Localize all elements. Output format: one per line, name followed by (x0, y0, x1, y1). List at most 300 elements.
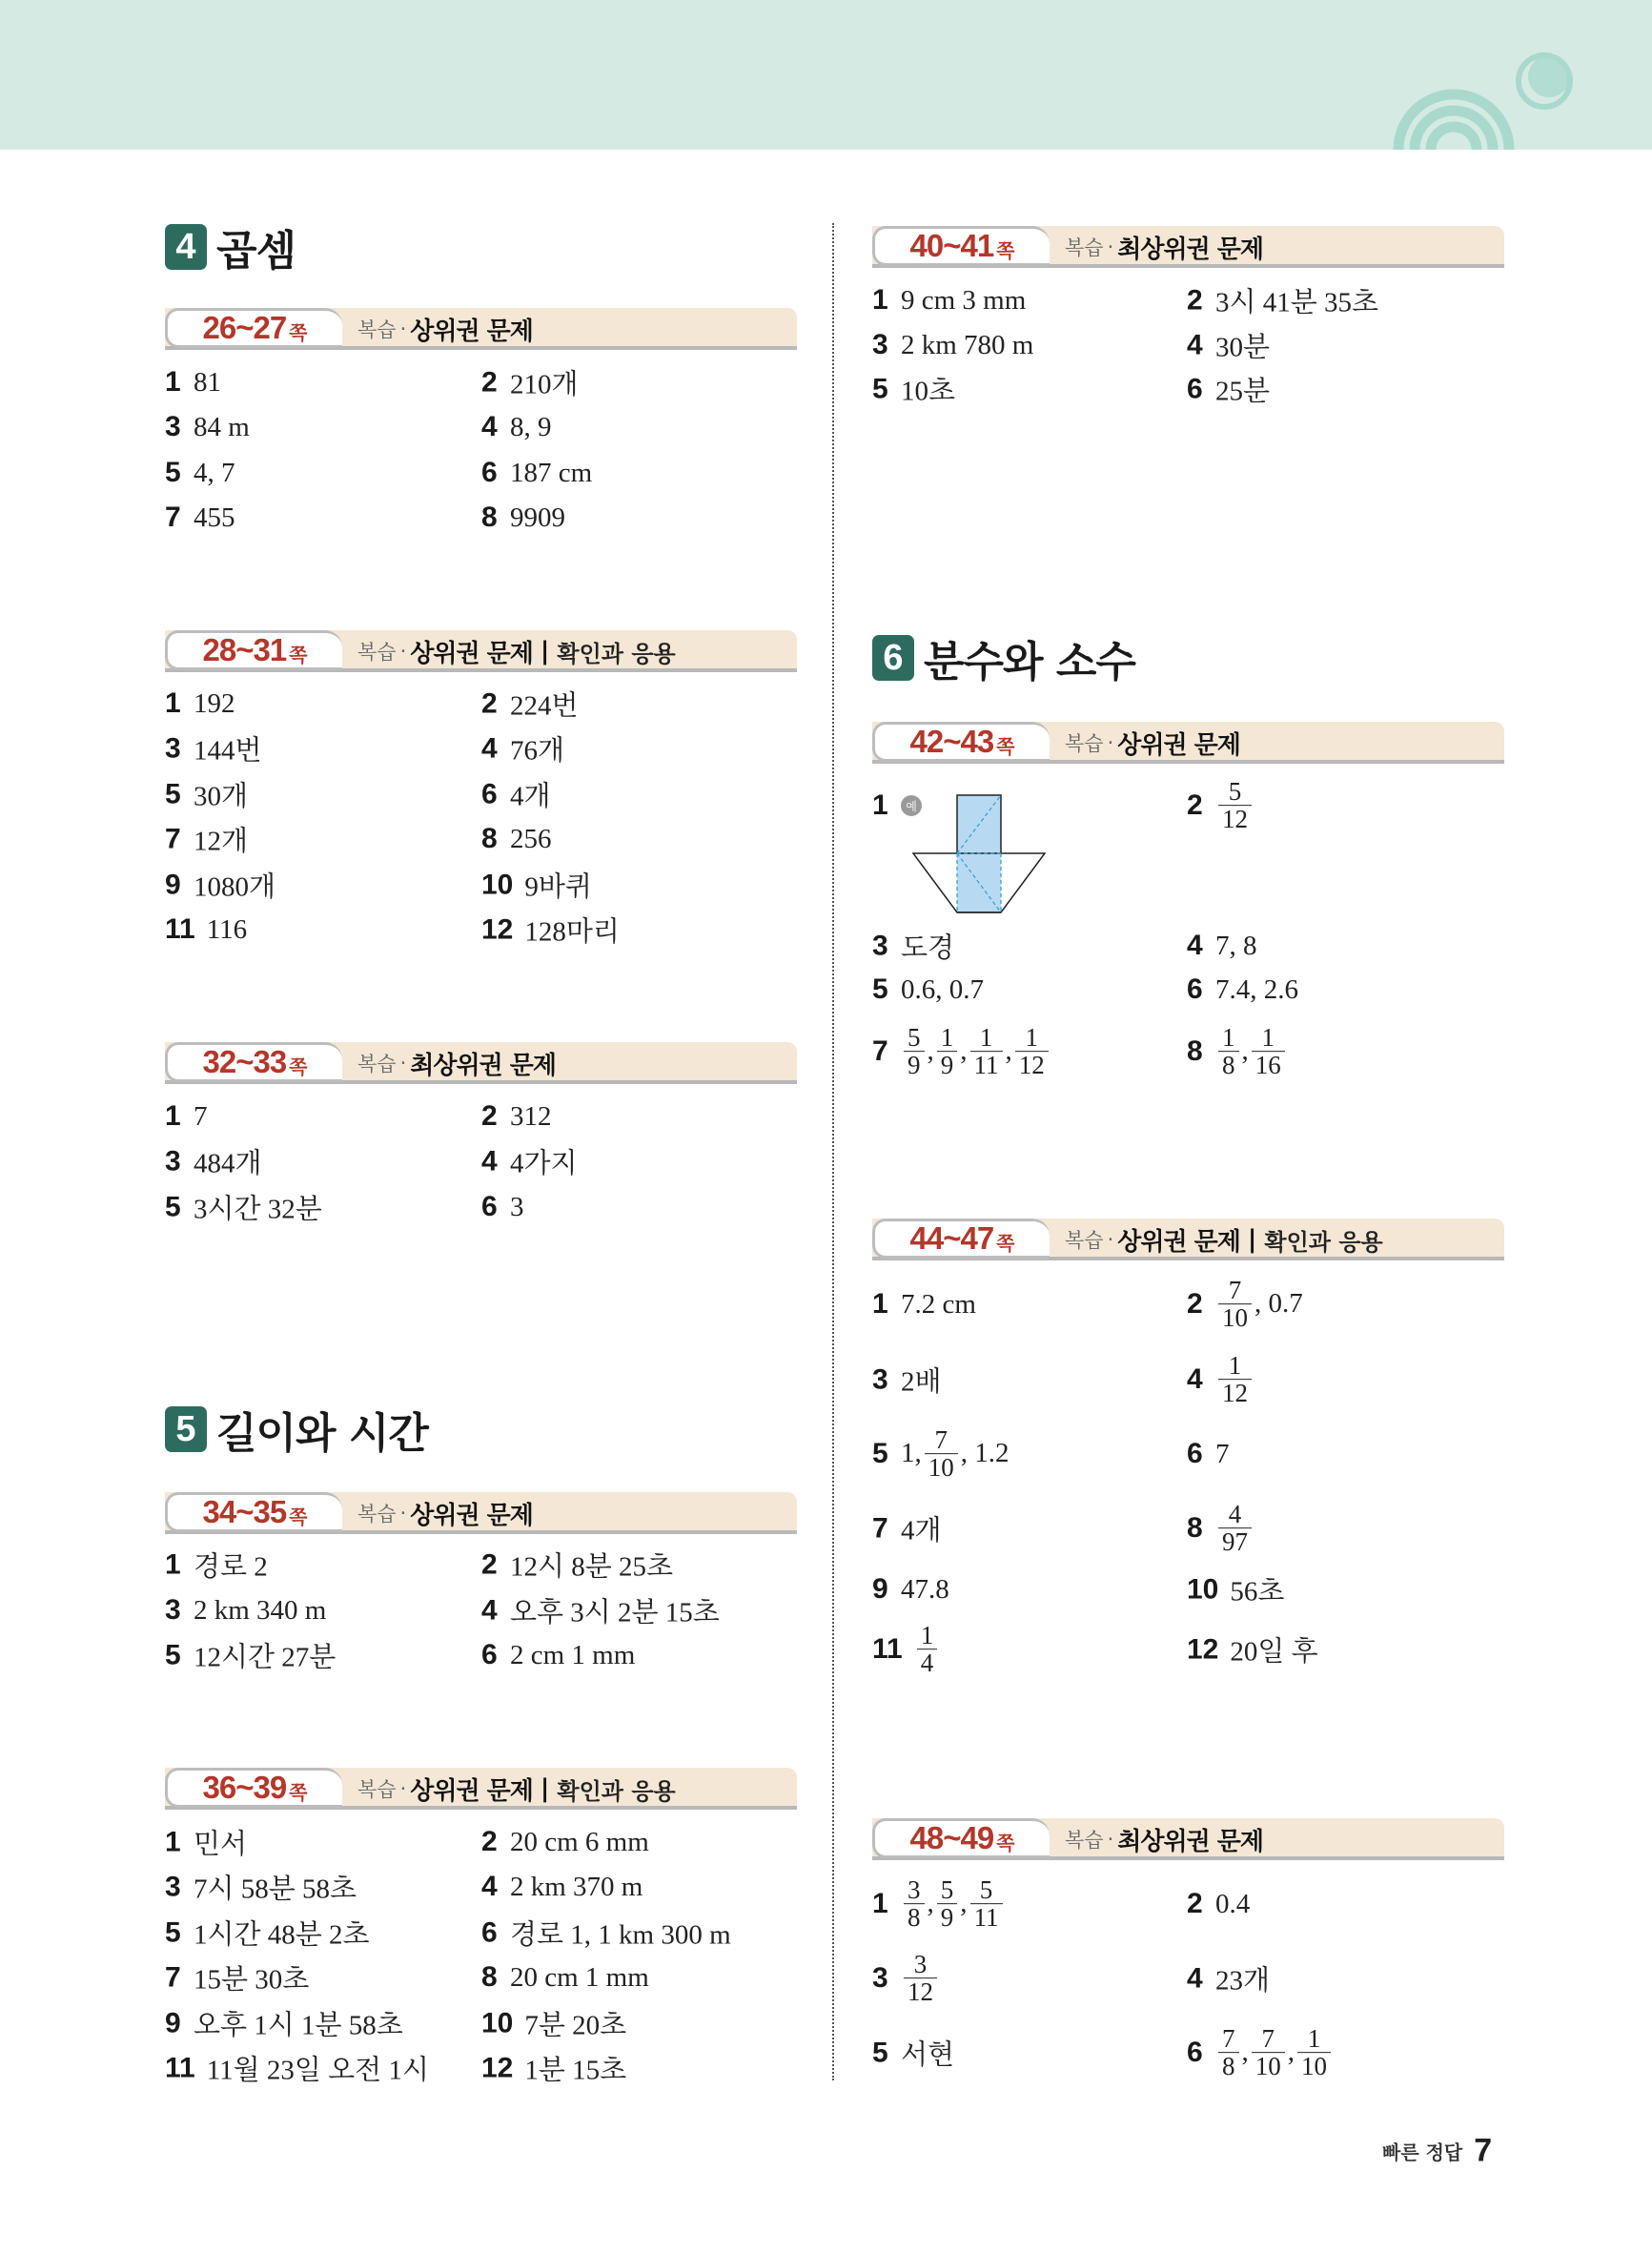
question-number: 5 (872, 2037, 888, 2068)
answer-text: 144번 (194, 735, 262, 767)
numerator: 1 (1222, 1023, 1235, 1053)
answer-text: 10초 (901, 376, 956, 407)
section-title: 상위권 문제 (410, 1776, 533, 1806)
answer-item (165, 1142, 262, 1181)
answer-item (165, 1100, 208, 1133)
page-unit: 쪽 (289, 1780, 308, 1804)
answer-item (165, 1546, 268, 1585)
answer-item (1187, 281, 1378, 320)
section-title: 상위권 문제 (1117, 1227, 1240, 1257)
answer-item (872, 1876, 1006, 1932)
separator-bar: | (540, 637, 550, 666)
decorative-circles-icon (0, 0, 1652, 150)
question-number: 5 (165, 778, 181, 809)
question-number: 1 (872, 789, 888, 821)
answer-text: 2 cm 1 mm (510, 1639, 636, 1670)
chapter-title: 길이와 시간 (216, 1409, 428, 1458)
numerator: 7 (1222, 2024, 1235, 2054)
answer-value (1215, 326, 1270, 365)
page-range: 28~31 (202, 632, 287, 667)
answer-item (1187, 370, 1270, 409)
section-labels (357, 630, 676, 672)
separator-dot: · (399, 1052, 407, 1075)
answer-item (481, 775, 551, 814)
numerator: 3 (913, 1950, 928, 1979)
answer-text: 25분 (1215, 376, 1271, 407)
answer-value (901, 285, 1026, 317)
question-number: 3 (872, 1962, 888, 1994)
answer-value (207, 914, 247, 946)
answer-text: , (927, 1035, 934, 1067)
question-number: 2 (481, 687, 498, 719)
question-number: 1 (872, 1888, 888, 1919)
numerator: 1 (1025, 1023, 1038, 1053)
answer-value (510, 502, 565, 534)
denominator: 12 (1218, 1380, 1252, 1407)
separator-dot: · (1107, 1228, 1114, 1251)
answer-text: 56초 (1230, 1576, 1285, 1608)
answer-value (510, 1546, 673, 1585)
fraction (925, 1426, 958, 1482)
numerator: 3 (908, 1875, 921, 1905)
answer-text: 7시 58분 58초 (194, 1874, 357, 1905)
answer-item (481, 685, 579, 724)
question-number: 2 (481, 1826, 498, 1857)
answer-value (510, 458, 592, 489)
question-number: 12 (481, 2052, 514, 2083)
question-number: 9 (872, 1573, 888, 1605)
question-number: 3 (165, 732, 181, 764)
answer-value (524, 911, 620, 950)
answer-text: 81 (194, 366, 221, 398)
section-header (872, 226, 1504, 268)
question-number: 5 (165, 1191, 181, 1222)
answer-value (901, 1574, 949, 1606)
header-band (0, 0, 1652, 150)
answer-item (1187, 1438, 1230, 1470)
numerator: 5 (1228, 777, 1242, 807)
page-unit: 쪽 (996, 1231, 1015, 1255)
question-number: 4 (481, 1145, 498, 1177)
separator-dot: · (1107, 731, 1114, 754)
answer-item (165, 1958, 309, 1997)
question-number: 6 (1187, 2037, 1203, 2068)
denominator: 16 (1252, 1052, 1285, 1079)
answer-item (165, 366, 221, 399)
answer-item (872, 1361, 942, 1400)
answer-value (510, 775, 551, 814)
answer-item (165, 1594, 326, 1627)
answer-item (165, 2004, 403, 2043)
question-number: 3 (872, 930, 888, 961)
question-number: 4 (1187, 930, 1203, 961)
separator-dot: · (399, 640, 407, 663)
answer-item (165, 1823, 247, 1862)
answer-value (1215, 2025, 1334, 2080)
denominator: 8 (904, 1904, 925, 1932)
answer-value (1215, 1277, 1303, 1332)
answer-item (872, 329, 1033, 361)
section-title: 최상위권 문제 (410, 1051, 557, 1080)
answer-value (510, 1872, 642, 1903)
fraction (1252, 2025, 1285, 2080)
answer-text: 경로 2 (194, 1551, 268, 1583)
answer-value (901, 1509, 942, 1548)
answer-item (1187, 1888, 1250, 1920)
answer-item (481, 823, 552, 855)
page-range-tab (872, 226, 1050, 266)
answer-item (1187, 1501, 1254, 1556)
answer-item (481, 1639, 635, 1671)
answer-text: , (927, 1888, 934, 1919)
answer-text: 47.8 (901, 1573, 949, 1605)
question-number: 10 (481, 2007, 514, 2038)
denominator: 9 (937, 1904, 958, 1932)
answer-item (165, 687, 235, 720)
answer-value (510, 363, 579, 402)
answer-item (165, 820, 248, 859)
answer-text: 256 (510, 823, 552, 854)
section-labels (1065, 722, 1240, 764)
answer-value (1230, 1630, 1317, 1669)
question-number: 12 (1187, 1633, 1219, 1665)
separator-dot: · (399, 1502, 407, 1525)
section-title: 최상위권 문제 (1117, 235, 1264, 264)
page-unit: 쪽 (996, 1831, 1015, 1854)
question-number: 7 (872, 1035, 888, 1067)
page-range-tab (872, 722, 1050, 762)
question-number: 11 (165, 2052, 195, 2083)
fraction (1218, 1277, 1252, 1332)
answer-text: , (1241, 1035, 1249, 1067)
answer-value (1215, 931, 1257, 962)
fraction (937, 1876, 958, 1932)
question-number: 5 (872, 373, 888, 404)
answer-text: 오후 1시 1분 58초 (194, 2010, 403, 2041)
section-header (165, 630, 797, 672)
answer-text: 20 cm 1 mm (510, 1961, 649, 1993)
answer-text: , (960, 1888, 968, 1919)
question-number: 8 (481, 1961, 498, 1993)
page-range-tab (872, 1219, 1050, 1259)
folded-shape-figure (906, 787, 1058, 920)
answer-value (510, 824, 552, 855)
answer-value (524, 2049, 626, 2088)
question-number: 6 (1187, 1438, 1203, 1469)
numerator: 7 (934, 1425, 948, 1455)
denominator: 12 (1218, 806, 1252, 833)
answer-value (510, 1142, 578, 1181)
fraction (1252, 1024, 1285, 1079)
answer-value (901, 370, 955, 409)
answer-value (1215, 1501, 1254, 1556)
answer-value (901, 1876, 1006, 1932)
answer-text: 12개 (194, 826, 249, 857)
answer-item (165, 2049, 429, 2088)
numerator: 4 (1228, 1500, 1242, 1529)
answer-text: , (1005, 1035, 1012, 1067)
question-number: 2 (1187, 789, 1203, 821)
answer-item (165, 1636, 336, 1675)
question-number: 11 (165, 913, 195, 945)
page-range: 34~35 (202, 1494, 287, 1529)
footer-label: 빠른 정답 (1382, 2140, 1463, 2164)
answer-item (481, 1546, 673, 1585)
answer-item (165, 1188, 322, 1227)
fraction (1218, 1024, 1239, 1079)
separator-dot: · (1107, 1828, 1114, 1851)
answer-text: 2 km 370 m (510, 1871, 643, 1902)
answer-text: , (1287, 2037, 1295, 2068)
answer-item (1187, 1277, 1303, 1332)
answer-value (510, 1914, 731, 1953)
answer-value (194, 1546, 268, 1585)
answer-text: 484개 (194, 1148, 262, 1179)
answer-item (872, 1573, 949, 1606)
denominator: 10 (1252, 2053, 1285, 2080)
answer-item (481, 411, 552, 443)
question-number: 6 (481, 778, 498, 809)
question-number: 12 (481, 913, 514, 945)
question-number: 3 (165, 411, 181, 442)
question-number: 2 (481, 1100, 498, 1132)
numerator: 5 (940, 1875, 954, 1905)
answer-value (1230, 1570, 1284, 1609)
answer-item (872, 1288, 976, 1321)
page-range: 36~39 (202, 1770, 287, 1805)
question-number: 11 (872, 1633, 903, 1665)
denominator: 12 (1015, 1052, 1049, 1079)
answer-item (165, 866, 275, 905)
answer-text: 30분 (1215, 332, 1271, 363)
question-number: 4 (481, 411, 498, 442)
question-number: 1 (165, 687, 181, 719)
answer-value (194, 1188, 322, 1227)
answer-item (481, 1914, 731, 1953)
numerator: 7 (1261, 2024, 1275, 2054)
section-labels (357, 308, 533, 350)
answer-value (194, 412, 250, 443)
answer-text: 7.2 cm (901, 1288, 976, 1320)
answer-value (194, 1958, 309, 1997)
question-number: 4 (1187, 1363, 1203, 1395)
question-number: 6 (1187, 373, 1203, 404)
answer-text: 187 cm (510, 457, 593, 488)
question-number: 10 (1187, 1573, 1219, 1605)
numerator: 1 (979, 1023, 993, 1053)
separator-dot: · (1107, 236, 1114, 258)
question-number: 4 (481, 1594, 498, 1626)
section-title: 상위권 문제 (410, 317, 533, 346)
fraction (1218, 1501, 1252, 1556)
section-labels (1065, 1818, 1263, 1860)
denominator: 8 (1218, 2053, 1239, 2080)
answer-text: 9바퀴 (524, 871, 592, 903)
answer-text: 1080개 (194, 871, 276, 903)
chapter-title: 분수와 소수 (924, 638, 1135, 686)
section-labels (1065, 226, 1263, 268)
answer-item (165, 502, 235, 534)
answer-value (901, 974, 984, 1006)
question-number: 9 (165, 2007, 181, 2038)
review-label: 복습 (1065, 732, 1104, 755)
question-number: 8 (1187, 1035, 1203, 1067)
denominator: 97 (1218, 1528, 1252, 1556)
section-title: 상위권 문제 (410, 639, 533, 668)
answer-text: 128마리 (524, 916, 620, 948)
denominator: 10 (925, 1454, 958, 1482)
answer-item (481, 1961, 649, 1994)
answer-value (510, 412, 552, 443)
review-label: 복습 (357, 1503, 397, 1526)
answer-value (901, 1289, 976, 1321)
question-number: 3 (165, 1145, 181, 1177)
question-number: 1 (872, 284, 888, 316)
section-header (165, 1768, 797, 1810)
answer-value (510, 1101, 552, 1133)
chapter-title: 곱셈 (216, 227, 296, 276)
answer-text: 30개 (194, 781, 249, 812)
fraction (1218, 1352, 1252, 1407)
section-header (165, 308, 797, 350)
question-number: 2 (481, 366, 498, 398)
question-number: 3 (165, 1594, 181, 1626)
section-extra: 확인과 응용 (557, 640, 676, 667)
answer-text: 7 (1215, 1438, 1230, 1469)
answer-text: 3 (510, 1191, 524, 1222)
answer-value (901, 1951, 940, 2006)
question-number: 6 (481, 457, 498, 488)
answer-text: 23개 (1215, 1965, 1271, 1997)
answer-item (1187, 2025, 1334, 2080)
answer-text: 3시간 32분 (194, 1194, 322, 1225)
denominator: 9 (904, 1052, 925, 1079)
question-number: 1 (872, 1288, 888, 1320)
question-number: 1 (165, 1100, 181, 1132)
answer-item (872, 973, 984, 1006)
review-label: 복습 (1065, 1829, 1104, 1852)
answer-text: 경로 1, 1 km 300 m (510, 1919, 731, 1951)
answer-value (194, 1595, 326, 1627)
question-number: 2 (481, 1548, 498, 1580)
answer-value (194, 502, 235, 534)
answer-text: 1시간 48분 2초 (194, 1919, 370, 1951)
answer-text: 76개 (510, 735, 565, 767)
answer-value (510, 1827, 649, 1858)
answer-value (901, 1426, 1010, 1482)
numerator: 1 (1261, 1023, 1275, 1053)
answer-item (481, 866, 592, 905)
answer-item (872, 2034, 954, 2073)
answer-value (510, 1640, 635, 1671)
question-number: 9 (165, 869, 181, 900)
answer-item (872, 284, 1026, 317)
question-number: 2 (1187, 1288, 1203, 1320)
section-labels (1065, 1219, 1383, 1260)
answer-text: 7분 20초 (524, 2010, 627, 2041)
answer-value (194, 367, 221, 399)
answer-value (194, 2004, 403, 2043)
question-number: 5 (165, 457, 181, 488)
page-number: 7 (1474, 2132, 1493, 2169)
answer-text: 116 (206, 913, 248, 945)
answer-text: 4개 (510, 781, 551, 812)
page-unit: 쪽 (289, 1505, 308, 1528)
page-range-tab (872, 1818, 1050, 1858)
answer-text: 9 cm 3 mm (901, 284, 1027, 316)
question-number: 6 (481, 1639, 498, 1670)
example-badge: 예 (901, 795, 922, 816)
answer-text: , 0.7 (1254, 1288, 1303, 1320)
answer-text: 0.6, 0.7 (901, 973, 984, 1005)
page-unit: 쪽 (289, 643, 308, 666)
fraction (970, 1876, 1003, 1932)
page-range: 40~41 (909, 228, 994, 263)
answer-item (165, 729, 262, 768)
separator-dot: · (399, 317, 407, 340)
page-unit: 쪽 (996, 238, 1015, 262)
section-header (165, 1042, 797, 1084)
answer-value (901, 1024, 1051, 1079)
answer-value (901, 1361, 942, 1400)
question-number: 6 (1187, 973, 1203, 1005)
answer-text: 224번 (510, 690, 579, 722)
answer-value (1215, 1439, 1230, 1470)
page-unit: 쪽 (996, 734, 1015, 758)
answer-value (194, 775, 248, 814)
section-header (165, 1492, 797, 1534)
question-number: 10 (481, 869, 514, 900)
answer-value (194, 1823, 247, 1862)
answer-item (481, 2049, 626, 2088)
answer-item (481, 911, 620, 950)
chapter-number-badge: 5 (165, 1406, 207, 1452)
answer-item (165, 457, 235, 489)
answer-item (1187, 778, 1254, 833)
answer-value (207, 2049, 429, 2088)
question-number: 3 (872, 329, 888, 360)
answer-value (510, 1591, 720, 1630)
section-labels (357, 1042, 556, 1084)
answer-text: 12시 8분 25초 (510, 1551, 674, 1583)
answer-item (872, 1951, 940, 2006)
answer-value (1215, 370, 1270, 409)
section-labels (357, 1768, 676, 1810)
answer-value (914, 1622, 941, 1677)
answer-text: 12시간 27분 (194, 1642, 337, 1673)
answer-value (524, 2004, 626, 2043)
answer-value (1215, 1889, 1250, 1920)
answer-text: 4가지 (510, 1148, 578, 1179)
answer-item (1187, 1024, 1288, 1079)
answer-text: 7 (194, 1100, 208, 1132)
question-number: 4 (481, 732, 498, 764)
answer-item (481, 2004, 626, 2043)
answer-text: 4개 (901, 1515, 942, 1546)
denominator: 9 (937, 1052, 958, 1079)
answer-text: 7, 8 (1215, 930, 1257, 961)
numerator: 1 (940, 1023, 954, 1053)
page-range: 32~33 (202, 1044, 287, 1079)
page-unit: 쪽 (289, 1055, 308, 1078)
answer-text: 15분 30초 (194, 1964, 310, 1996)
section-extra: 확인과 응용 (557, 1777, 676, 1805)
chapter-number-badge: 4 (165, 224, 207, 270)
answer-value (194, 1636, 336, 1675)
answer-item (165, 1868, 357, 1907)
answer-value (194, 729, 262, 768)
answer-value (1215, 1024, 1288, 1079)
